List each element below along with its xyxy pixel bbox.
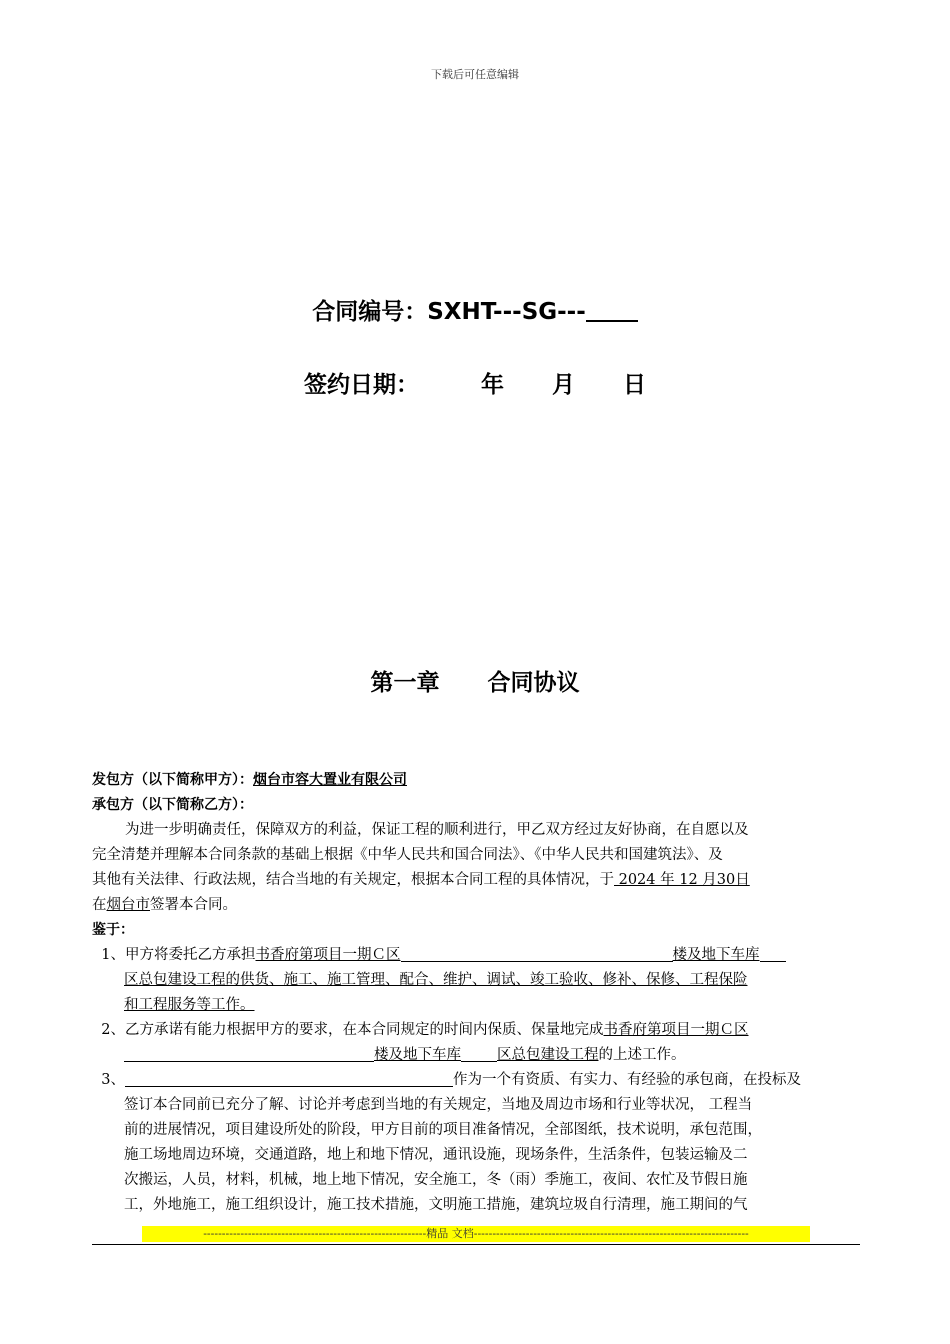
- party-b-label: 承包方（以下简称乙方）：: [92, 797, 253, 813]
- item-1-building: 楼及地下车库: [672, 947, 760, 963]
- footer-rule: [92, 1244, 860, 1245]
- footer-dashes-left: ------------------------------------------------------------: [203, 1227, 427, 1240]
- intro-line-4-pre: 在: [92, 897, 107, 913]
- intro-line-3-text: 其他有关法律、行政法规，结合当地的有关规定，根据本合同工程的具体情况，于: [92, 872, 614, 888]
- intro-line-3: [92, 868, 862, 893]
- item-2-blank-2: [461, 1043, 497, 1062]
- item-2-pre: 乙方承诺有能力根据甲方的要求，在本合同规定的时间内保质、保量地完成: [125, 1022, 604, 1038]
- intro-line-4: [92, 893, 862, 918]
- item-2-project: 书香府第项目一期Ｃ区: [603, 1022, 749, 1038]
- whereas-item-3-line: 前的进展情况，项目建设所处的阶段，甲方目前的项目准备情况，全部图纸，技术说明，承包范围，: [124, 1122, 762, 1138]
- sign-date: [0, 366, 950, 399]
- chapter-title: 合同协议: [487, 670, 580, 696]
- intro-line-1: 为进一步明确责任，保障双方的利益，保证工程的顺利进行，甲乙双方经过友好协商，在自愿以及: [125, 822, 749, 838]
- whereas-item-3-line: 签订本合同前已充分了解、讨论并考虑到当地的有关规定，当地及周边市场和行业等状况， 工程当: [124, 1097, 753, 1113]
- intro-line-2: 完全清楚并理解本合同条款的基础上根据《中华人民共和国合同法》、《中华人民共和国建筑法》、及: [92, 847, 723, 863]
- whereas-item-3-line: 工，外地施工，施工组织设计，施工技术措施，文明施工措施，建筑垃圾自行清理，施工期间的气: [124, 1197, 748, 1213]
- party-b: [92, 793, 862, 818]
- item-3-pre: 作为一个有资质、有实力、有经验的承包商，在投标及: [453, 1072, 801, 1088]
- item-2-post: 的上述工作。: [598, 1047, 686, 1063]
- contractor-name-blank: [125, 1068, 453, 1087]
- item-2-building: 楼及地下车库: [374, 1047, 461, 1063]
- party-a: [92, 768, 862, 793]
- item-1-line-2: 区总包建设工程的供货、施工、施工管理、配合、维护、调试、竣工验收、修补、保修、工程保险: [124, 972, 748, 988]
- item-1-blank-2: [760, 943, 786, 962]
- whereas-item-1: [92, 943, 862, 968]
- whereas-item-2: [92, 1018, 862, 1043]
- sign-date-day: 日: [623, 372, 646, 398]
- contract-number-label: 合同编号：SXHT---SG---: [312, 299, 586, 325]
- sign-date-value: 2024 年 12 月30日: [614, 872, 750, 888]
- item-1-blank: [401, 943, 673, 962]
- sign-date-label: 签约日期：: [304, 372, 419, 398]
- sign-date-year: 年: [481, 372, 504, 398]
- item-number: 2、: [101, 1022, 125, 1038]
- contract-body: [92, 768, 862, 1218]
- item-2-blank: [124, 1043, 374, 1062]
- intro-line-4-post: 签署本合同。: [150, 897, 237, 913]
- chapter-number: 第一章: [370, 670, 440, 696]
- party-a-name: 烟台市容大置业有限公司: [253, 772, 407, 788]
- whereas-item-3-line: 次搬运，人员，材料，机械，地上地下情况，安全施工，冬（雨）季施工，夜间、农忙及节假日施: [124, 1172, 748, 1188]
- whereas-item-3: [92, 1068, 862, 1093]
- chapter-heading: [0, 664, 950, 697]
- footer-band: [142, 1226, 810, 1242]
- whereas-label: 鉴于：: [92, 922, 134, 938]
- item-1-pre: 甲方将委托乙方承担: [125, 947, 256, 963]
- footer-dashes-right: --------------------------------------------------------------------------: [473, 1227, 749, 1240]
- contract-number: [0, 293, 950, 326]
- contract-number-blank: [586, 298, 638, 322]
- footer-label: 精品 文档: [426, 1227, 474, 1240]
- whereas-item-3-line: 施工场地周边环境，交通道路，地上和地下情况，通讯设施，现场条件，生活条件，包装运输及二: [124, 1147, 748, 1163]
- whereas-item-2-line-2: [92, 1043, 862, 1068]
- whereas-item-1-line-3: [92, 993, 862, 1018]
- header-note: 下载后可任意编辑: [431, 68, 519, 81]
- item-1-project: 书香府第项目一期Ｃ区: [255, 947, 401, 963]
- item-number: 3、: [101, 1072, 125, 1088]
- sign-place: 烟台市: [106, 897, 150, 913]
- item-number: 1、: [101, 947, 125, 963]
- item-1-line-3: 和工程服务等工作。: [124, 997, 255, 1013]
- whereas-item-1-line-2: [92, 968, 862, 993]
- item-2-scope: 区总包建设工程: [497, 1047, 599, 1063]
- party-a-label: 发包方（以下简称甲方）：: [92, 772, 253, 788]
- sign-date-month: 月: [552, 372, 575, 398]
